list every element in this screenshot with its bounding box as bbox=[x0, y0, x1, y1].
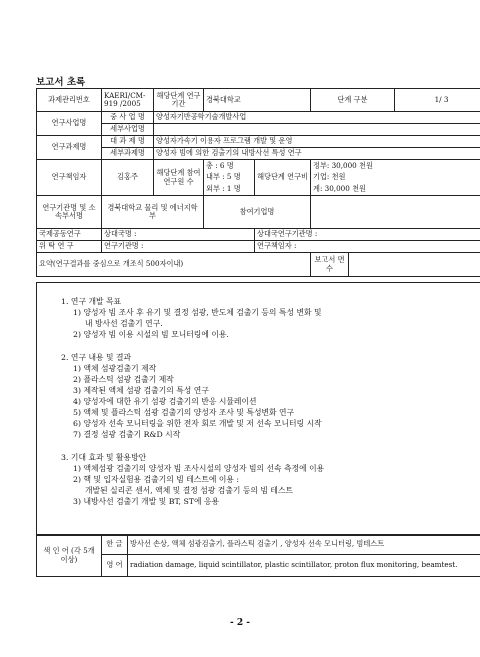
label-stage-period: 해당단계 연구기간 bbox=[154, 89, 204, 112]
content-item: 6) 양성자 선속 모니터링을 위한 전자 회로 개발 및 저 선속 모니터링 시작 bbox=[73, 419, 322, 428]
label-program: 연구사업명 bbox=[37, 112, 102, 136]
label-stage: 단계 구분 bbox=[311, 89, 395, 112]
section-effects-title: 3. 기대 효과 및 활용방안 bbox=[61, 453, 147, 462]
summary-label: 요약(연구결과를 중심으로 개조식 500자이내) bbox=[37, 253, 311, 277]
cost-government: 정부: 30,000 천원 bbox=[311, 160, 480, 172]
stage-value: 1/ 3 bbox=[395, 89, 480, 112]
effect-item-2: 2) 핵 및 입자실험용 검출기의 빔 테스트에 이용 : bbox=[73, 475, 240, 484]
section-goal-title: 1. 연구 개발 목표 bbox=[61, 297, 122, 306]
goal-item-1-cont: 내 방사선 검출기 연구. bbox=[85, 319, 163, 328]
label-contract-research: 위 탁 연 구 bbox=[37, 241, 102, 253]
label-project-number: 과제관리번호 bbox=[37, 89, 102, 112]
project-number: KAERI/CM-919 /2005 bbox=[102, 89, 154, 112]
goal-item-1: 1) 양성자 빔 조사 후 유기 및 결정 섬광, 반도체 검출기 등의 특성 변화 및 bbox=[73, 308, 322, 317]
page-number: - 2 - bbox=[230, 618, 250, 628]
summary-body bbox=[36, 282, 480, 536]
researchers-inside: 내부 : 5 명 bbox=[206, 172, 241, 182]
label-report-pages: 보고서 면수 bbox=[311, 253, 349, 277]
label-principal-investigator: 연구책임자 bbox=[37, 160, 102, 196]
label-keywords: 색 인 어 (각 5개 이상) bbox=[37, 535, 102, 577]
contract-investigator: 연구책임자 : bbox=[255, 241, 480, 253]
effect-item-3: 3) 내방사선 검출기 개발 및 BT, ST에 응용 bbox=[73, 497, 220, 506]
label-company: 참여기업명 bbox=[204, 196, 311, 229]
sub-program-value bbox=[154, 124, 480, 136]
report-title: 보고서 초록 bbox=[36, 77, 86, 88]
principal-investigator-name: 김홍주 bbox=[102, 160, 154, 196]
content-item: 7) 결정 섬광 검출기 R&D 시작 bbox=[73, 430, 181, 439]
partner-country: 상대국명 : bbox=[102, 229, 255, 241]
mid-program-value: 양성자기반공학기술개발사업 bbox=[154, 112, 480, 124]
label-sub-program: 세부사업명 bbox=[102, 124, 154, 136]
label-research-cost: 해당단계 연구비 bbox=[255, 160, 311, 196]
researchers-outside: 외부 : 1 명 bbox=[204, 184, 255, 196]
keywords-korean: 방사선 손상, 액체 섬광검출기, 플라스틱 검출기 , 양성자 선속 모니터링, 빔테스트 bbox=[128, 535, 480, 555]
sub-project-value: 양성자 빔에 의한 검출기의 내방사선 특성 연구 bbox=[154, 148, 480, 160]
partner-institution: 상대국연구기관명 : bbox=[255, 229, 480, 241]
cost-total: 계: 30,000 천원 bbox=[311, 184, 480, 196]
label-english: 영 어 bbox=[102, 555, 128, 577]
keywords-english: radiation damage, liquid scintillator, plastic scintillator, proton flux monitoring, beamtest. bbox=[128, 555, 480, 577]
researchers-total: 총 : 6 명 bbox=[204, 160, 255, 172]
content-item: 5) 액체 및 플라스틱 섬광 검출기의 양성자 조사 및 특성변화 연구 bbox=[73, 408, 295, 417]
label-researcher-count: 해당단계 참여연구원 수 bbox=[154, 160, 204, 196]
label-korean: 한 글 bbox=[102, 535, 128, 555]
label-international: 국제공동연구 bbox=[37, 229, 102, 241]
cost-company: 기업: 천원 bbox=[311, 172, 480, 184]
effect-item-2-cont: 개발된 실리콘 센서, 액체 및 결정 섬광 검출기 등의 빔 테스트 bbox=[85, 486, 294, 495]
label-project-title: 연구과제명 bbox=[37, 136, 102, 160]
keywords-table bbox=[36, 534, 480, 577]
report-info-table bbox=[36, 88, 480, 277]
content-item: 3) 제작된 액체 섬광 검출기의 특성 연구 bbox=[73, 386, 209, 395]
label-sub-project: 세부과제명 bbox=[102, 148, 154, 160]
main-project-value: 양성자가속기 이용자 프로그램 개발 및 운영 bbox=[154, 136, 480, 148]
label-organization: 연구기관명 및 소속부서명 bbox=[37, 196, 102, 229]
institution: 경북대학교 bbox=[204, 89, 311, 112]
organization-value: 경북대학교 물리 및 에너지학부 bbox=[102, 196, 204, 229]
section-content-title: 2. 연구 내용 및 결과 bbox=[61, 353, 132, 362]
goal-item-2: 2) 양성자 빔 이용 시설의 빔 모니터링에 이용. bbox=[73, 330, 229, 339]
content-item: 4) 양성자에 대한 유기 섬광 검출기의 반응 시뮬레이션 bbox=[73, 397, 257, 406]
label-main-project: 대 과 제 명 bbox=[102, 136, 154, 148]
company-value bbox=[311, 196, 480, 229]
effect-item-1: 1) 액체섬광 검출기의 양성자 빔 조사시설의 양성자 빔의 선속 측정에 이용 bbox=[73, 464, 325, 473]
label-mid-program: 중 사 업 명 bbox=[102, 112, 154, 124]
report-pages-value bbox=[349, 253, 480, 277]
content-item: 1) 액체 섬광검출기 제작 bbox=[73, 364, 157, 373]
contract-institution: 연구기관명 : bbox=[102, 241, 255, 253]
content-item: 2) 플라스틱 섬광 검출기 제작 bbox=[73, 375, 174, 384]
